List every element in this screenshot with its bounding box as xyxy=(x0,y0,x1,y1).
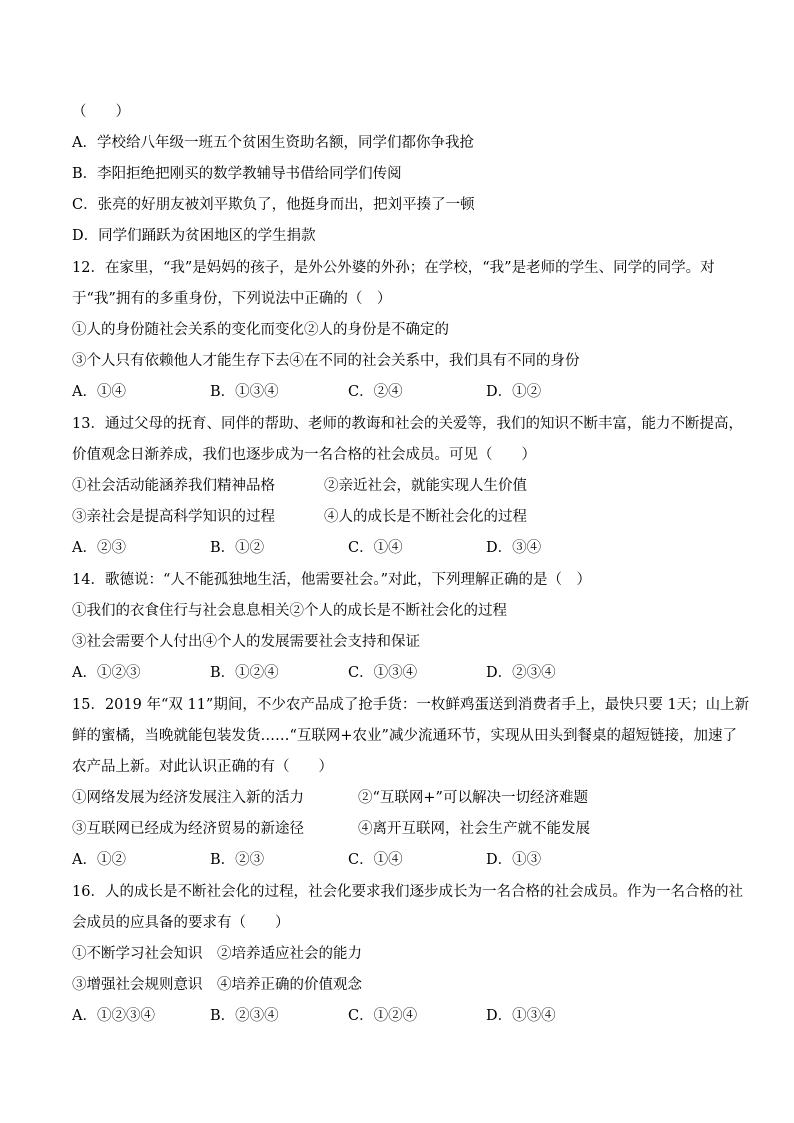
q13-statement-1: ①社会活动能涵养我们精神品格 xyxy=(72,478,275,494)
q12-stem-line1: 12．在家里，“我”是妈妈的孩子，是外公外婆的外孙；在学校，“我”是老师的学生、同学的同学。对 xyxy=(72,260,715,276)
q15-statement-3: ③互联网已经成为经济贸易的新途径 xyxy=(72,821,304,837)
q15-statement-2: ②“互联网+”可以解决一切经济难题 xyxy=(358,790,588,806)
q12-option-a: A．①④ xyxy=(72,384,126,400)
q15-statements-row1 xyxy=(72,788,588,808)
q13-option-d: D．③④ xyxy=(486,540,542,556)
q16-statements-line2: ③增强社会规则意识 ④培养正确的价值观念 xyxy=(72,977,362,993)
q15-stem-line1: 15．2019 年“双 11”期间，不少农产品成了抢手货：一枚鲜鸡蛋送到消费者手上，最快只要 1天；山上新 xyxy=(72,697,750,713)
q14-option-c: C．①③④ xyxy=(348,665,418,681)
q13-option-b: B．①② xyxy=(210,540,265,556)
q11-option-c: C．张亮的好朋友被刘平欺负了，他挺身而出，把刘平揍了一顿 xyxy=(72,197,475,213)
q15-statement-1: ①网络发展为经济发展注入新的活力 xyxy=(72,790,304,806)
q16-option-a: A．①②③④ xyxy=(72,1008,155,1024)
q11-option-b: B．李阳拒绝把刚买的数学教辅导书借给同学们传阅 xyxy=(72,166,402,182)
q11-stem-tail: （ ） xyxy=(72,104,130,120)
q15-stem-line2: 鲜的蜜橘，当晚就能包装发货……“互联网+农业”减少流通环节，实现从田头到餐桌的超短链接，加速了 xyxy=(72,728,737,744)
q14-statements-line2: ③社会需要个人付出④个人的发展需要社会支持和保证 xyxy=(72,634,420,650)
q16-stem-line2: 会成员的应具备的要求有（ ） xyxy=(72,915,290,931)
q16-statements-line1: ①不断学习社会知识 ②培养适应社会的能力 xyxy=(72,946,362,962)
q15-statements-row2 xyxy=(72,819,590,839)
q13-option-a: A．②③ xyxy=(72,540,126,556)
q15-option-b: B．②③ xyxy=(210,852,265,868)
q11-option-d: D．同学们踊跃为贫困地区的学生捐款 xyxy=(72,228,316,244)
q12-statements-line1: ①人的身份随社会关系的变化而变化②人的身份是不确定的 xyxy=(72,322,449,338)
q15-statement-4: ④离开互联网，社会生产就不能发展 xyxy=(358,821,590,837)
q12-stem-line2: 于“我”拥有的多重身份，下列说法中正确的（ ） xyxy=(72,291,392,307)
q16-stem-line1: 16．人的成长是不断社会化的过程，社会化要求我们逐步成长为一名合格的社会成员。作为一名合格的社 xyxy=(72,884,743,900)
q11-option-a: A．学校给八年级一班五个贫困生资助名额，同学们都你争我抢 xyxy=(72,135,474,151)
q12-option-d: D．①② xyxy=(486,384,542,400)
q16-option-b: B．②③④ xyxy=(210,1008,279,1024)
q13-statement-3: ③亲社会是提高科学知识的过程 xyxy=(72,509,275,525)
q15-option-a: A．①② xyxy=(72,852,126,868)
q16-option-c: C．①②④ xyxy=(348,1008,418,1024)
q13-statements-row2 xyxy=(72,507,527,527)
q14-option-a: A．①②③ xyxy=(72,665,141,681)
q13-statement-2: ②亲近社会，就能实现人生价值 xyxy=(324,478,527,494)
q15-stem-line3: 农产品上新。对此认识正确的有（ ） xyxy=(72,759,333,775)
q13-statements-row1 xyxy=(72,476,527,496)
q12-option-c: C．②④ xyxy=(348,384,403,400)
q16-option-d: D．①③④ xyxy=(486,1008,556,1024)
q14-option-b: B．①②④ xyxy=(210,665,279,681)
q14-statements-line1: ①我们的衣食住行与社会息息相关②个人的成长是不断社会化的过程 xyxy=(72,603,507,619)
q15-option-d: D．①③ xyxy=(486,852,542,868)
q14-stem: 14．歌德说：“人不能孤独地生活，他需要社会。”对此，下列理解正确的是（ ） xyxy=(72,572,592,588)
q12-option-b: B．①③④ xyxy=(210,384,279,400)
q13-option-c: C．①④ xyxy=(348,540,403,556)
q13-statement-4: ④人的成长是不断社会化的过程 xyxy=(324,509,527,525)
q13-stem-line1: 13．通过父母的抚育、同伴的帮助、老师的教诲和社会的关爱等，我们的知识不断丰富，能力不断提高， xyxy=(72,416,743,432)
q12-statements-line2: ③个人只有依赖他人才能生存下去④在不同的社会关系中，我们具有不同的身份 xyxy=(72,353,580,369)
q15-option-c: C．①④ xyxy=(348,852,403,868)
q14-option-d: D．②③④ xyxy=(486,665,556,681)
q13-stem-line2: 价值观念日渐养成，我们也逐步成为一名合格的社会成员。可见（ ） xyxy=(72,447,536,463)
